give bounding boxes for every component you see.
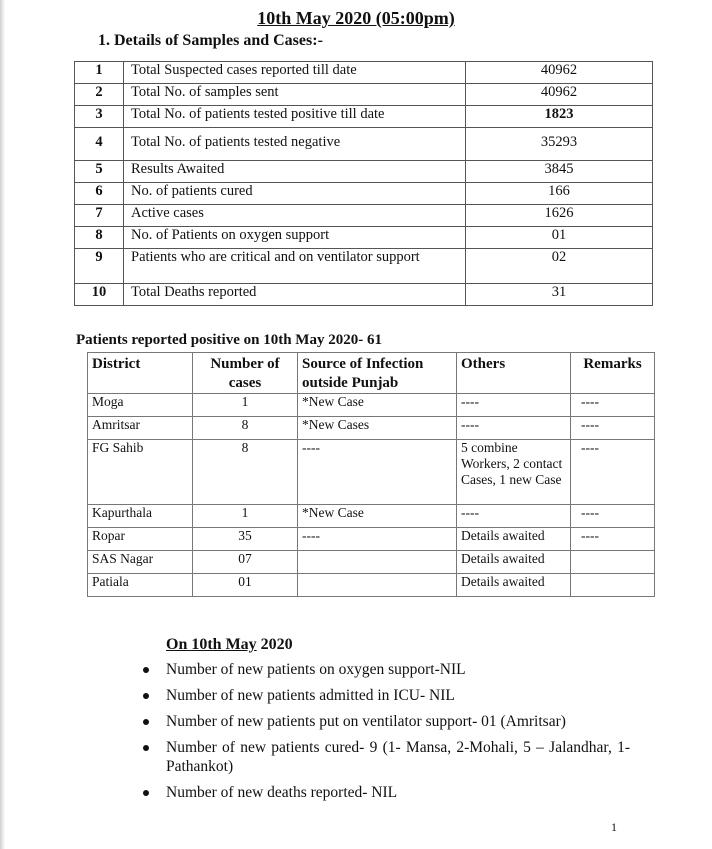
header-remarks: Remarks bbox=[571, 353, 655, 394]
cell-district: SAS Nagar bbox=[88, 551, 193, 574]
header-source: Source of Infection outside Punjab bbox=[298, 353, 457, 394]
row-value: 166 bbox=[466, 183, 653, 205]
cell-source: *New Cases bbox=[298, 417, 457, 440]
cell-others: Details awaited bbox=[457, 551, 571, 574]
list-item bbox=[140, 686, 630, 705]
row-label: Total No. of patients tested negative bbox=[124, 128, 466, 161]
row-label: Total Suspected cases reported till date bbox=[124, 62, 466, 84]
cell-district: Moga bbox=[88, 394, 193, 417]
row-label: Total Deaths reported bbox=[124, 284, 466, 306]
cell-remarks: ---- bbox=[571, 417, 655, 440]
list-item-text: Number of new deaths reported- NIL bbox=[166, 784, 398, 801]
table-row bbox=[75, 284, 653, 306]
bullet-icon bbox=[143, 790, 149, 796]
table-header-row bbox=[88, 353, 655, 394]
table-row bbox=[75, 205, 653, 227]
row-label: Total No. of samples sent bbox=[124, 84, 466, 106]
district-cases-table bbox=[87, 352, 655, 597]
row-label: No. of Patients on oxygen support bbox=[124, 227, 466, 249]
cell-district: Kapurthala bbox=[88, 505, 193, 528]
row-number: 1 bbox=[75, 62, 124, 84]
row-number: 10 bbox=[75, 284, 124, 306]
table-row bbox=[88, 505, 655, 528]
cell-others: ---- bbox=[457, 417, 571, 440]
section-samples-cases-heading: 1. Details of Samples and Cases:- bbox=[98, 32, 323, 49]
bullet-icon bbox=[143, 693, 149, 699]
row-label: Patients who are critical and on ventilator support bbox=[124, 249, 466, 284]
table-row bbox=[75, 183, 653, 205]
row-number: 5 bbox=[75, 161, 124, 183]
row-number: 6 bbox=[75, 183, 124, 205]
cell-source: *New Case bbox=[298, 505, 457, 528]
header-others: Others bbox=[457, 353, 571, 394]
section-positive-patients-heading: Patients reported positive on 10th May 2020- 61 bbox=[76, 332, 382, 348]
header-district: District bbox=[88, 353, 193, 394]
cell-others: Details awaited bbox=[457, 574, 571, 597]
row-number: 8 bbox=[75, 227, 124, 249]
cell-source bbox=[298, 551, 457, 574]
table-row bbox=[75, 84, 653, 106]
row-value: 1626 bbox=[466, 205, 653, 227]
samples-cases-table bbox=[74, 61, 653, 306]
cell-remarks: ---- bbox=[571, 440, 655, 505]
row-label: Total No. of patients tested positive till date bbox=[124, 106, 466, 128]
cell-district: Amritsar bbox=[88, 417, 193, 440]
cell-cases: 01 bbox=[193, 574, 298, 597]
cell-remarks: ---- bbox=[571, 505, 655, 528]
row-value: 02 bbox=[466, 249, 653, 284]
row-label: Active cases bbox=[124, 205, 466, 227]
table-row bbox=[75, 249, 653, 284]
cell-others: ---- bbox=[457, 394, 571, 417]
page-edge-shadow bbox=[0, 0, 5, 849]
row-label: Results Awaited bbox=[124, 161, 466, 183]
list-item-text: Number of new patients admitted in ICU- NIL bbox=[166, 687, 455, 704]
section-daily-summary-heading bbox=[166, 636, 293, 654]
row-number: 7 bbox=[75, 205, 124, 227]
table-row bbox=[75, 161, 653, 183]
section-heading-date: On 10th May bbox=[166, 636, 257, 653]
list-item bbox=[140, 738, 630, 776]
cell-source: *New Case bbox=[298, 394, 457, 417]
cell-remarks: ---- bbox=[571, 394, 655, 417]
list-item bbox=[140, 712, 630, 731]
cell-district: FG Sahib bbox=[88, 440, 193, 505]
row-value: 01 bbox=[466, 227, 653, 249]
table-row bbox=[75, 227, 653, 249]
row-number: 2 bbox=[75, 84, 124, 106]
table-row bbox=[88, 417, 655, 440]
row-label: No. of patients cured bbox=[124, 183, 466, 205]
table-row bbox=[88, 440, 655, 505]
table-row bbox=[88, 574, 655, 597]
row-value: 35293 bbox=[466, 128, 653, 161]
section-heading-year: 2020 bbox=[256, 636, 293, 653]
cell-others: Details awaited bbox=[457, 528, 571, 551]
daily-summary-list bbox=[140, 660, 630, 809]
page-number: 1 bbox=[611, 820, 617, 834]
list-item-text: Number of new patients on oxygen support-NIL bbox=[166, 661, 466, 678]
table-row bbox=[88, 528, 655, 551]
cell-cases: 8 bbox=[193, 417, 298, 440]
row-number: 9 bbox=[75, 249, 124, 284]
cell-source: ---- bbox=[298, 528, 457, 551]
cell-remarks: ---- bbox=[571, 528, 655, 551]
row-number: 3 bbox=[75, 106, 124, 128]
list-item bbox=[140, 660, 630, 679]
header-cases: Number of cases bbox=[193, 353, 298, 394]
list-item bbox=[140, 783, 630, 802]
row-value: 1823 bbox=[466, 106, 653, 128]
bullet-icon bbox=[143, 745, 149, 751]
list-item-text: Number of new patients put on ventilator support- 01 (Amritsar) bbox=[166, 713, 566, 730]
bullet-icon bbox=[143, 667, 149, 673]
cell-cases: 8 bbox=[193, 440, 298, 505]
cell-cases: 1 bbox=[193, 394, 298, 417]
table-row bbox=[75, 128, 653, 161]
table-row bbox=[88, 551, 655, 574]
cell-source bbox=[298, 574, 457, 597]
row-value: 31 bbox=[466, 284, 653, 306]
list-item-text: Number of new patients cured- 9 (1- Mansa, 2-Mohali, 5 – Jalandhar, 1-Pathankot) bbox=[166, 739, 630, 775]
cell-cases: 1 bbox=[193, 505, 298, 528]
cell-cases: 07 bbox=[193, 551, 298, 574]
table-row bbox=[75, 62, 653, 84]
cell-district: Patiala bbox=[88, 574, 193, 597]
table-row bbox=[88, 394, 655, 417]
cell-others: 5 combine Workers, 2 contact Cases, 1 new Case bbox=[457, 440, 571, 505]
cell-source: ---- bbox=[298, 440, 457, 505]
cell-remarks bbox=[571, 574, 655, 597]
row-value: 40962 bbox=[466, 84, 653, 106]
cell-remarks bbox=[571, 551, 655, 574]
cell-others: ---- bbox=[457, 505, 571, 528]
bullet-icon bbox=[143, 719, 149, 725]
row-value: 40962 bbox=[466, 62, 653, 84]
cell-cases: 35 bbox=[193, 528, 298, 551]
cell-district: Ropar bbox=[88, 528, 193, 551]
row-number: 4 bbox=[75, 128, 124, 161]
report-title: 10th May 2020 (05:00pm) bbox=[257, 8, 455, 28]
row-value: 3845 bbox=[466, 161, 653, 183]
table-row bbox=[75, 106, 653, 128]
